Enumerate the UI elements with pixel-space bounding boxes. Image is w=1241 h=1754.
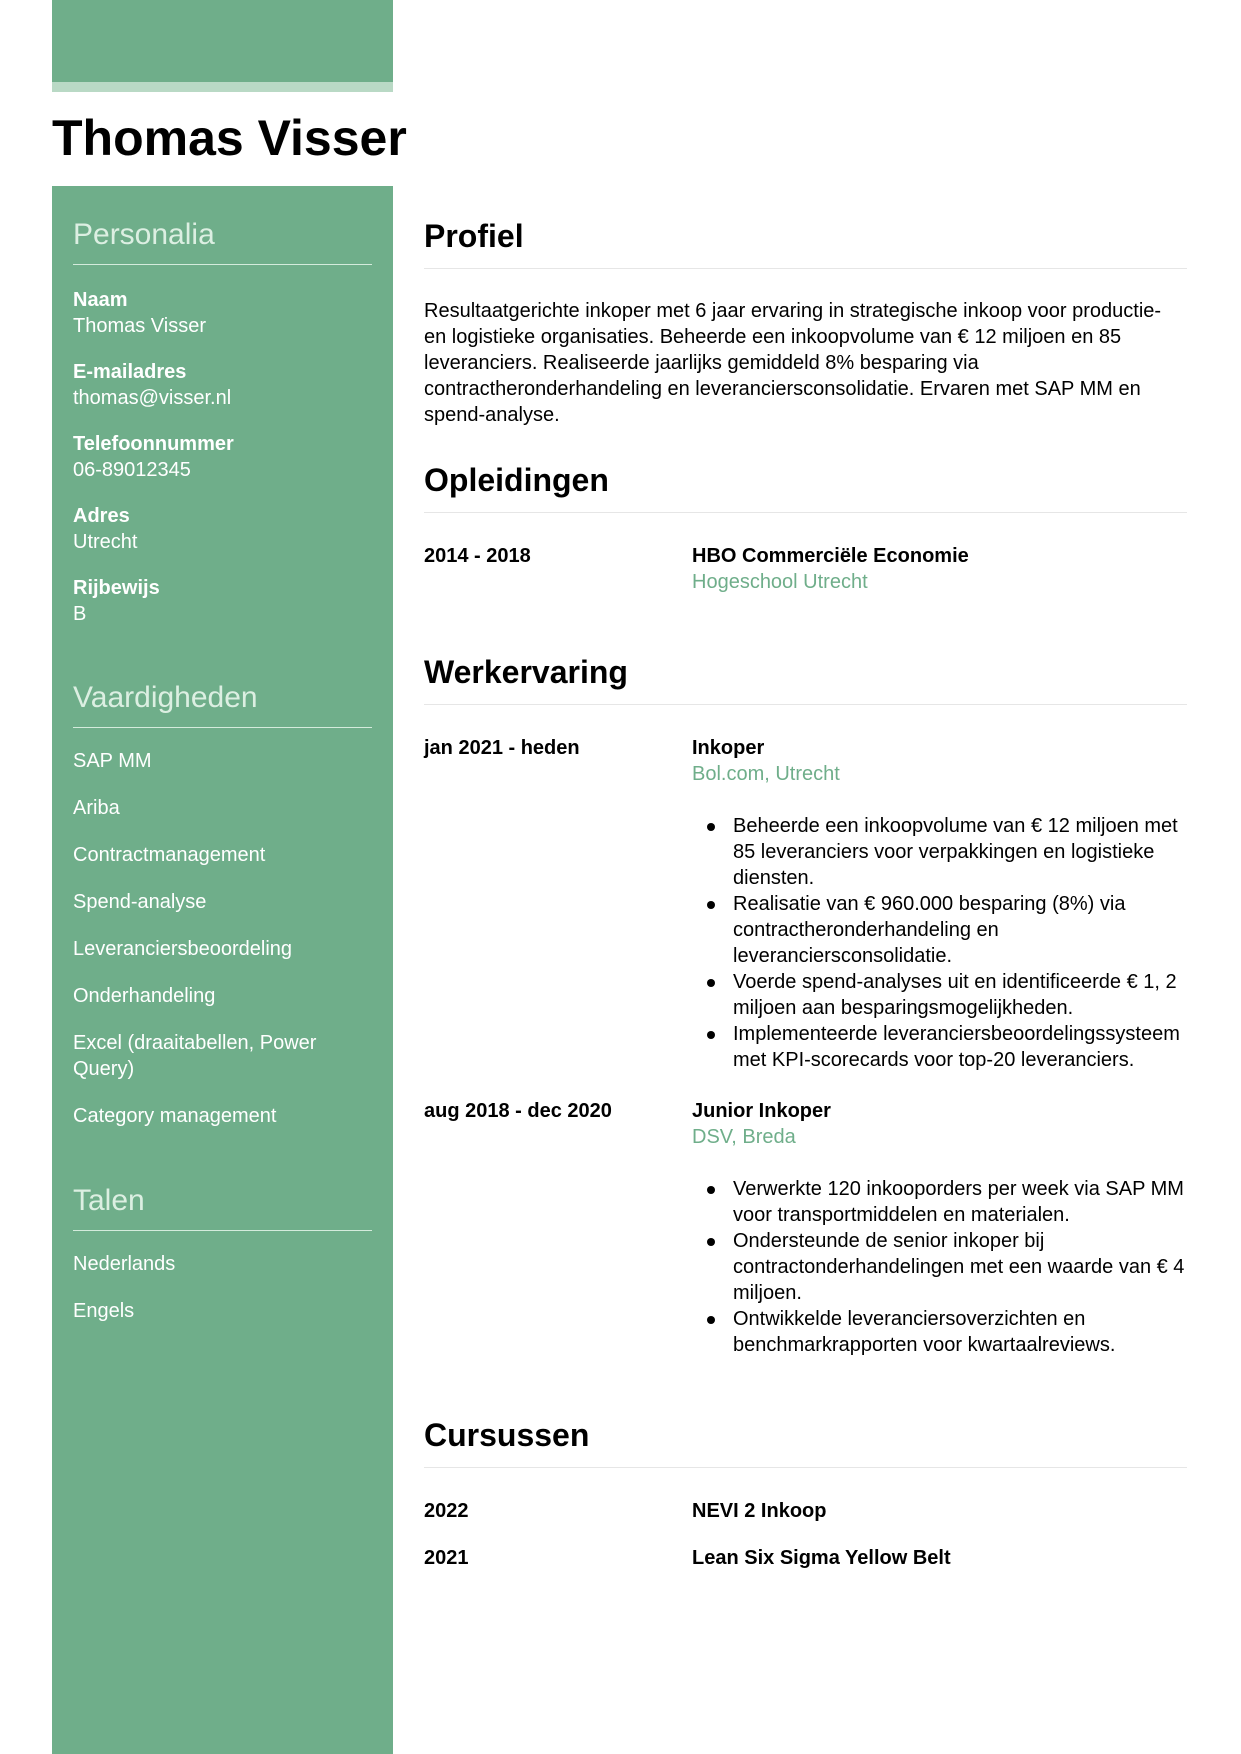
- skill-item: Excel (draaitabellen, Power Query): [73, 1032, 317, 1080]
- personalia-value: B: [73, 603, 87, 625]
- entry-body: [692, 543, 1187, 595]
- bullet-text: Voerde spend-analyses uit en identificeerde € 1, 2 miljoen aan besparingsmogelijkheden.: [733, 971, 1177, 1019]
- education-heading: Opleidingen: [424, 460, 1187, 513]
- entry-date: 2014 - 2018: [424, 545, 531, 567]
- personalia-label: Naam: [73, 289, 128, 311]
- bullet-icon: [707, 1238, 715, 1246]
- personalia-item-phone: [73, 431, 372, 483]
- courses-heading: Cursussen: [424, 1415, 1187, 1468]
- experience-section: [424, 620, 1187, 1358]
- bullet-icon: [707, 1316, 715, 1324]
- bullet-text: Implementeerde leveranciersbeoordelingssysteem met KPI-scorecards voor top-20 leveranciers.: [733, 1023, 1180, 1071]
- experience-entry: [424, 735, 1187, 1073]
- entry-date: jan 2021 - heden: [424, 737, 580, 759]
- languages-list: [73, 1231, 372, 1324]
- skill-item: SAP MM: [73, 750, 152, 772]
- skill-item: Spend-analyse: [73, 891, 207, 913]
- courses-list: [424, 1468, 1187, 1571]
- experience-heading: Werkervaring: [424, 652, 1187, 705]
- entry-company: Bol.com, Utrecht: [692, 763, 840, 785]
- bullet-text: Beheerde een inkoopvolume van € 12 miljoen met 85 leveranciers voor verpakkingen en logistieke diensten.: [733, 815, 1178, 889]
- email-value[interactable]: thomas@visser.nl: [73, 387, 232, 409]
- bullet-text: Realisatie van € 960.000 besparing (8%) via contractheronderhandeling en leveranciersconsolidatie.: [733, 893, 1126, 967]
- profile-section: [424, 186, 1187, 428]
- profile-heading: Profiel: [424, 216, 1187, 269]
- entry-date: aug 2018 - dec 2020: [424, 1100, 612, 1122]
- personalia-item-address: [73, 503, 372, 555]
- bullet-icon: [707, 979, 715, 987]
- skills-heading: Vaardigheden: [73, 679, 372, 728]
- course-entry: [424, 1498, 1187, 1524]
- bullet-icon: [707, 1031, 715, 1039]
- entry-title: HBO Commerciële Economie: [692, 545, 969, 567]
- personalia-heading: Personalia: [73, 216, 372, 265]
- entry-title: Lean Six Sigma Yellow Belt: [692, 1547, 951, 1569]
- languages-section: [73, 1150, 372, 1324]
- education-list: [424, 513, 1187, 595]
- personalia-item-email: [73, 359, 372, 411]
- language-item: Engels: [73, 1300, 135, 1322]
- bullet-text: Verwerkte 120 inkooporders per week via SAP MM voor transportmiddelen en materialen.: [733, 1178, 1184, 1226]
- languages-heading: Talen: [73, 1182, 372, 1231]
- entry-title: Junior Inkoper: [692, 1100, 831, 1122]
- entry-title: NEVI 2 Inkoop: [692, 1500, 827, 1522]
- personalia-label: Rijbewijs: [73, 577, 160, 599]
- personalia-value: Thomas Visser: [73, 315, 207, 337]
- personalia-list: [73, 265, 372, 627]
- entry-date: 2022: [424, 1500, 469, 1522]
- entry-company: DSV, Breda: [692, 1126, 796, 1148]
- profile-text: Resultaatgerichte inkoper met 6 jaar ervaring in strategische inkoop voor productie- en logistieke organisaties. Beheerde een inkoopvolume van € 12 miljoen en 85 leveranciers. Realiseerde jaarlijks gemiddeld 8% besparing via contractheronderhandeling en leveranciersconsolidatie. Ervaren met SAP MM en spend-analyse.: [424, 300, 1162, 426]
- entry-bullet-list: [692, 1150, 1187, 1358]
- main-content: [424, 186, 1187, 1592]
- bullet-icon: [707, 823, 715, 831]
- experience-list: [424, 705, 1187, 1358]
- education-entry: [424, 543, 1187, 595]
- bullet-item: [692, 1306, 1187, 1358]
- skills-section: [73, 647, 372, 1129]
- skill-item: Ariba: [73, 797, 120, 819]
- bullet-item: [692, 1021, 1187, 1073]
- personalia-value: Utrecht: [73, 531, 138, 553]
- sidebar: [52, 186, 393, 1754]
- skills-list: [73, 728, 372, 1129]
- bullet-item: [692, 1228, 1187, 1306]
- personalia-label: Adres: [73, 505, 130, 527]
- skill-item: Contractmanagement: [73, 844, 266, 866]
- personalia-item-name: [73, 287, 372, 339]
- bullet-item: [692, 891, 1187, 969]
- skill-item: Onderhandeling: [73, 985, 216, 1007]
- bullet-icon: [707, 901, 715, 909]
- entry-date: 2021: [424, 1547, 469, 1569]
- candidate-name: Thomas Visser: [52, 110, 407, 166]
- bullet-text: Ondersteunde de senior inkoper bij contractonderhandelingen met een waarde van € 4 miljoen.: [733, 1230, 1185, 1304]
- education-section: [424, 428, 1187, 595]
- entry-institution: Hogeschool Utrecht: [692, 571, 868, 593]
- personalia-item-license: [73, 575, 372, 627]
- entry-body: [692, 1098, 1187, 1358]
- entry-body: [692, 735, 1187, 1073]
- course-entry: [424, 1545, 1187, 1571]
- language-item: Nederlands: [73, 1253, 176, 1275]
- header-color-band: [52, 0, 393, 84]
- bullet-text: Ontwikkelde leveranciersoverzichten en benchmarkrapporten voor kwartaalreviews.: [733, 1308, 1116, 1356]
- bullet-icon: [707, 1186, 715, 1194]
- experience-entry: [424, 1098, 1187, 1358]
- bullet-item: [692, 813, 1187, 891]
- personalia-label: E-mailadres: [73, 361, 187, 383]
- header-accent-stripe: [52, 82, 393, 92]
- skill-item: Leveranciersbeoordeling: [73, 938, 293, 960]
- bullet-item: [692, 969, 1187, 1021]
- personalia-label: Telefoonnummer: [73, 433, 234, 455]
- entry-title: Inkoper: [692, 737, 765, 759]
- entry-bullet-list: [692, 787, 1187, 1073]
- skill-item: Category management: [73, 1105, 277, 1127]
- phone-value: 06-89012345: [73, 459, 191, 481]
- courses-section: [424, 1383, 1187, 1571]
- personalia-section: [73, 186, 372, 627]
- bullet-item: [692, 1176, 1187, 1228]
